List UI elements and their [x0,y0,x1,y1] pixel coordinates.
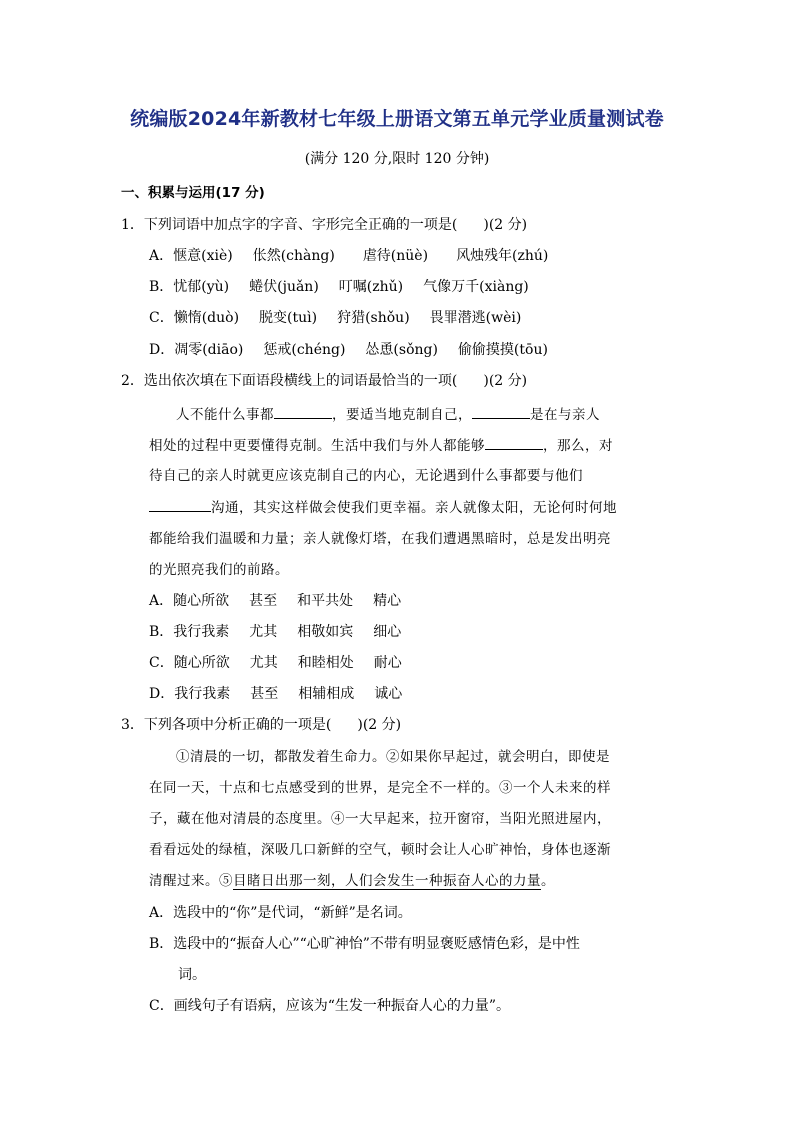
q2-option-b: B．我行我素 尤其 相敬如宾 细心 [149,624,402,640]
fill-blank-4 [149,497,211,512]
q3-passage-line-1: ①清晨的一切，都散发着生命力。②如果你早起过，就会明白，即使是 [176,749,610,765]
q2-option-d: D．我行我素 甚至 相辅相成 诚心 [149,686,403,702]
q1-option-c: C．懒惰(duò) 脱变(tuì) 狩猎(shǒu) 畏罪潜逃(wèi) [149,310,522,326]
q3-option-b-cont: 词。 [178,967,206,983]
q1-option-b: B．忧郁(yù) 蜷伏(juǎn) 叮嘱(zhǔ) 气像万千(xiàng) [149,279,529,295]
q3-option-a: A．选段中的“你”是代词，“新鲜”是名词。 [149,905,412,921]
question-3-stem: 3．下列各项中分析正确的一项是( )(2 分) [121,717,402,733]
q3-option-c: C．画线句子有语病，应该为“生发一种振奋人心的力量”。 [149,998,511,1014]
q2-passage-line-1: 人不能什么事都 ，要适当地克制自己， 是在与亲人 [176,404,600,425]
section-heading: 一、积累与运用(17 分) [121,185,265,201]
q2-passage-line-5: 都能给我们温暖和力量；亲人就像灯塔，在我们遭遇黑暗时，总是发出明亮 [149,531,611,547]
q2-passage-line-6: 的光照亮我们的前路。 [149,562,289,578]
question-2-stem: 2．选出依次填在下面语段横线上的词语最恰当的一项( )(2 分) [121,373,528,389]
q3-passage-line-3: 子，藏在他对清晨的态度里。④一大早起来，拉开窗帘，当阳光照进屋内， [149,811,611,827]
q1-option-a: A．惬意(xiè) 伥然(chàng) 虐待(nüè) 风烛残年(zhú) [149,248,549,264]
q3-passage-line-4: 看看远处的绿植，深吸几口新鲜的空气，顿时会让人心旷神怡，身体也逐渐 [149,842,611,858]
q3-passage-line-5: 清醒过来。⑤目睹日出那一刻，人们会发生一种振奋人心的力量。 [149,873,555,889]
fill-blank-3 [485,435,543,450]
q1-option-d: D．凋零(diāo) 惩戒(chéng) 怂恿(sǒng) 偷偷摸摸(tōu) [149,342,548,358]
question-1-stem: 1．下列词语中加点字的字音、字形完全正确的一项是( )(2 分) [121,217,528,233]
q2-passage-line-3: 待自己的亲人时就更应该克制自己的内心，无论遇到什么事都要与他们 [149,468,583,484]
fill-blank-2 [472,404,530,419]
q2-option-a: A．随心所欲 甚至 和平共处 精心 [149,593,402,609]
q2-passage-line-2: 相处的过程中更要懂得克制。生活中我们与外人都能够 ，那么，对 [149,435,613,456]
underlined-sentence: 目睹日出那一刻，人们会发生一种振奋人心的力量 [233,873,541,889]
page-subtitle: (满分 120 分,限时 120 分钟) [304,151,490,167]
fill-blank-1 [274,404,332,419]
q3-option-b: B．选段中的“振奋人心”“心旷神怡”不带有明显褒贬感情色彩，是中性 [149,936,580,952]
q3-passage-line-2: 在同一天，十点和七点感受到的世界，是完全不一样的。③一个人未来的样 [149,780,611,796]
q2-option-c: C．随心所欲 尤其 和睦相处 耐心 [149,655,402,671]
q2-passage-line-4: 沟通，其实这样做会使我们更幸福。亲人就像太阳，无论何时何地 [149,497,617,518]
page-title: 统编版2024年新教材七年级上册语文第五单元学业质量测试卷 [130,108,664,130]
